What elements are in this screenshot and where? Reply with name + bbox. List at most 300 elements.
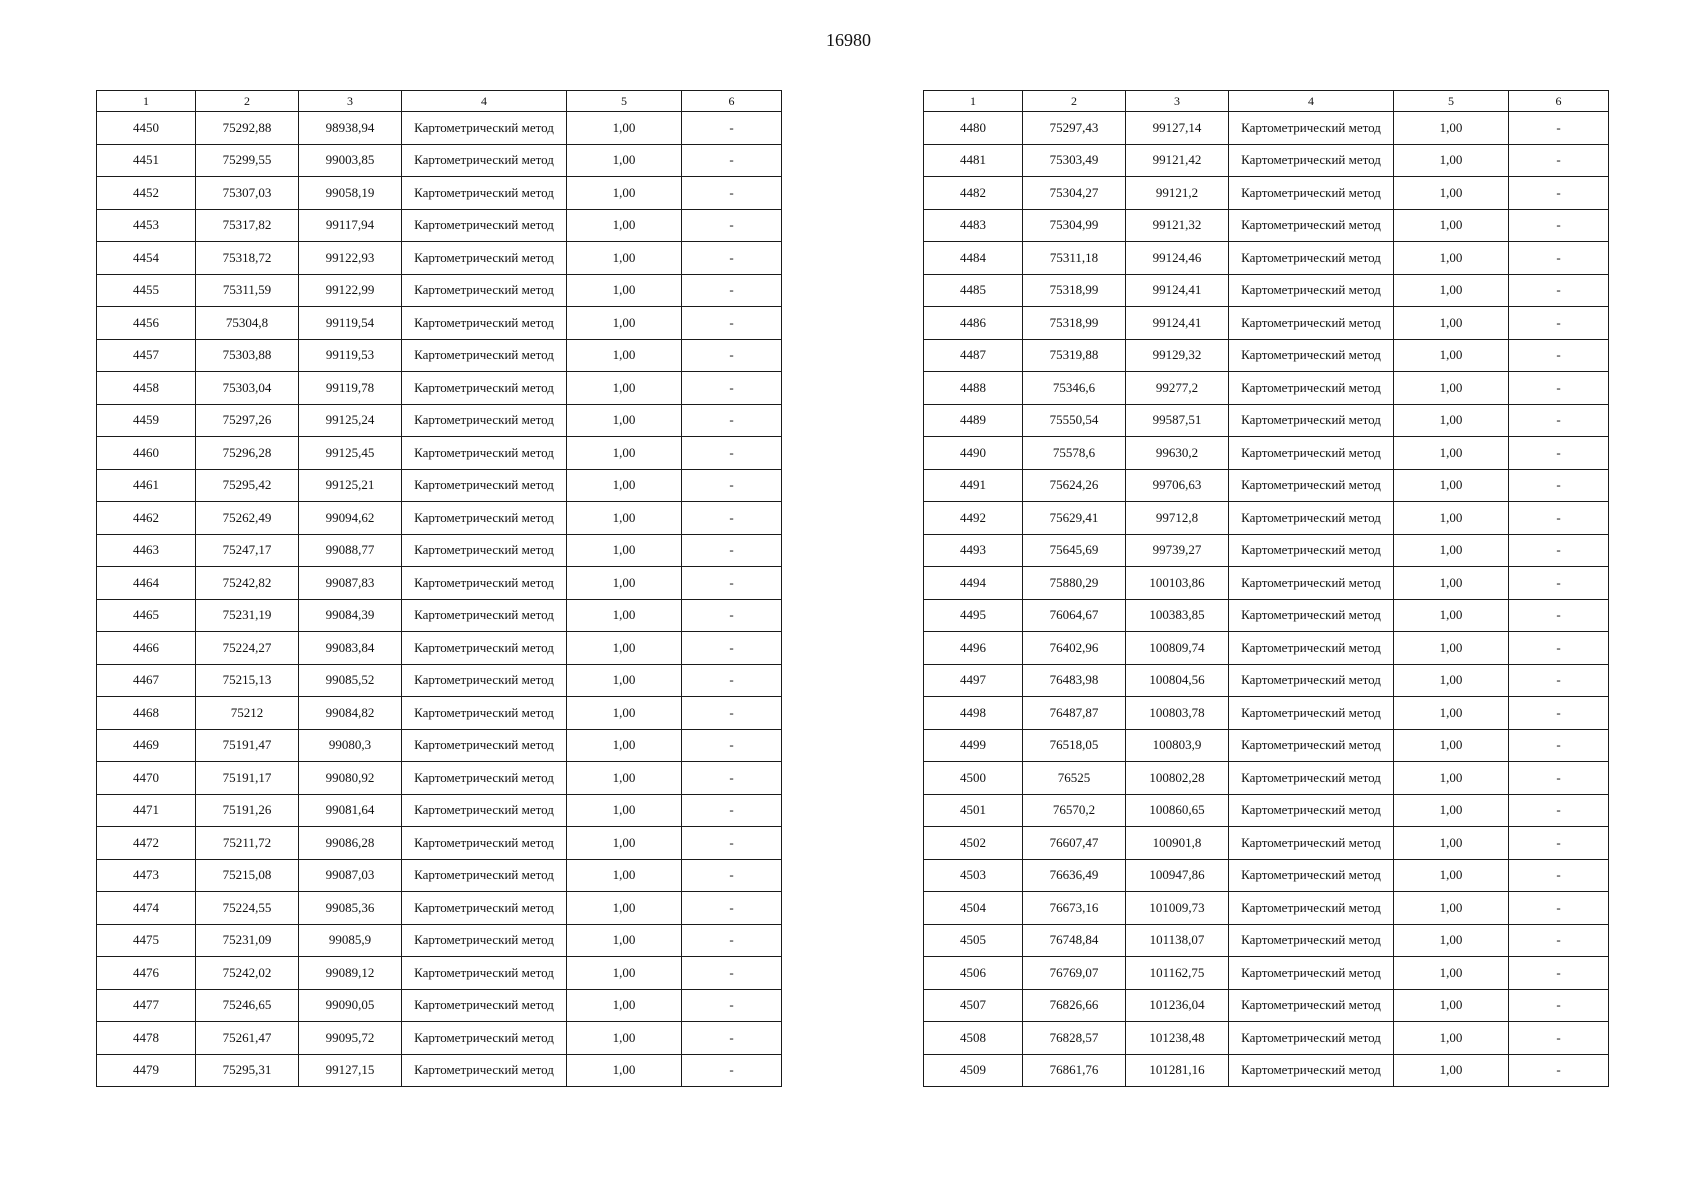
description-cell: -: [682, 437, 782, 470]
y-coordinate-cell: 99087,03: [299, 859, 402, 892]
accuracy-cell: 1,00: [567, 274, 682, 307]
table-row: [924, 404, 1609, 437]
x-coordinate-cell: 75261,47: [196, 1022, 299, 1055]
accuracy-cell: 1,00: [1394, 1022, 1509, 1055]
point-number-cell: 4508: [924, 1022, 1023, 1055]
y-coordinate-cell: 100802,28: [1126, 762, 1229, 795]
x-coordinate-cell: 75247,17: [196, 534, 299, 567]
description-cell: -: [1509, 697, 1609, 730]
table-row: [97, 534, 782, 567]
accuracy-cell: 1,00: [567, 242, 682, 275]
accuracy-cell: 1,00: [567, 924, 682, 957]
point-number-cell: 4453: [97, 209, 196, 242]
point-number-cell: 4465: [97, 599, 196, 632]
y-coordinate-cell: 99119,53: [299, 339, 402, 372]
description-cell: -: [1509, 859, 1609, 892]
method-cell: Картометрический метод: [402, 664, 567, 697]
column-header: 2: [1023, 91, 1126, 112]
method-cell: Картометрический метод: [1229, 957, 1394, 990]
x-coordinate-cell: 75295,42: [196, 469, 299, 502]
accuracy-cell: 1,00: [1394, 567, 1509, 600]
y-coordinate-cell: 99124,46: [1126, 242, 1229, 275]
table-row: [97, 177, 782, 210]
table-row: [97, 664, 782, 697]
y-coordinate-cell: 99712,8: [1126, 502, 1229, 535]
accuracy-cell: 1,00: [567, 664, 682, 697]
accuracy-cell: 1,00: [1394, 697, 1509, 730]
point-number-cell: 4502: [924, 827, 1023, 860]
point-number-cell: 4479: [97, 1054, 196, 1087]
description-cell: -: [682, 827, 782, 860]
point-number-cell: 4467: [97, 664, 196, 697]
y-coordinate-cell: 100103,86: [1126, 567, 1229, 600]
table: [923, 90, 1609, 1087]
x-coordinate-cell: 76487,87: [1023, 697, 1126, 730]
method-cell: Картометрический метод: [402, 567, 567, 600]
method-cell: Картометрический метод: [1229, 534, 1394, 567]
accuracy-cell: 1,00: [1394, 989, 1509, 1022]
accuracy-cell: 1,00: [567, 957, 682, 990]
table-row: [924, 664, 1609, 697]
x-coordinate-cell: 75307,03: [196, 177, 299, 210]
method-cell: Картометрический метод: [1229, 469, 1394, 502]
description-cell: -: [682, 112, 782, 145]
point-number-cell: 4460: [97, 437, 196, 470]
y-coordinate-cell: 100901,8: [1126, 827, 1229, 860]
description-cell: -: [1509, 794, 1609, 827]
description-cell: -: [682, 307, 782, 340]
table-row: [924, 989, 1609, 1022]
point-number-cell: 4486: [924, 307, 1023, 340]
table-row: [924, 242, 1609, 275]
accuracy-cell: 1,00: [1394, 339, 1509, 372]
point-number-cell: 4481: [924, 144, 1023, 177]
column-header: 1: [97, 91, 196, 112]
description-cell: -: [682, 924, 782, 957]
accuracy-cell: 1,00: [567, 794, 682, 827]
table-row: [924, 307, 1609, 340]
method-cell: Картометрический метод: [1229, 729, 1394, 762]
description-cell: -: [1509, 339, 1609, 372]
description-cell: -: [682, 567, 782, 600]
method-cell: Картометрический метод: [402, 924, 567, 957]
point-number-cell: 4483: [924, 209, 1023, 242]
description-cell: -: [1509, 1022, 1609, 1055]
table-row: [97, 1022, 782, 1055]
method-cell: Картометрический метод: [402, 534, 567, 567]
method-cell: Картометрический метод: [402, 599, 567, 632]
y-coordinate-cell: 101281,16: [1126, 1054, 1229, 1087]
table-row: [97, 274, 782, 307]
method-cell: Картометрический метод: [1229, 599, 1394, 632]
table-row: [97, 859, 782, 892]
method-cell: Картометрический метод: [402, 177, 567, 210]
point-number-cell: 4462: [97, 502, 196, 535]
accuracy-cell: 1,00: [1394, 827, 1509, 860]
y-coordinate-cell: 99090,05: [299, 989, 402, 1022]
x-coordinate-cell: 75304,99: [1023, 209, 1126, 242]
table-row: [924, 274, 1609, 307]
description-cell: -: [682, 599, 782, 632]
accuracy-cell: 1,00: [1394, 859, 1509, 892]
table-row: [924, 859, 1609, 892]
table-row: [97, 1054, 782, 1087]
method-cell: Картометрический метод: [402, 209, 567, 242]
table-row: [924, 177, 1609, 210]
x-coordinate-cell: 75311,59: [196, 274, 299, 307]
x-coordinate-cell: 76826,66: [1023, 989, 1126, 1022]
x-coordinate-cell: 76636,49: [1023, 859, 1126, 892]
table-row: [97, 242, 782, 275]
method-cell: Картометрический метод: [1229, 112, 1394, 145]
table-row: [97, 372, 782, 405]
description-cell: -: [682, 274, 782, 307]
x-coordinate-cell: 76483,98: [1023, 664, 1126, 697]
accuracy-cell: 1,00: [567, 339, 682, 372]
y-coordinate-cell: 99084,39: [299, 599, 402, 632]
method-cell: Картометрический метод: [402, 892, 567, 925]
method-cell: Картометрический метод: [402, 469, 567, 502]
method-cell: Картометрический метод: [1229, 372, 1394, 405]
method-cell: Картометрический метод: [402, 762, 567, 795]
y-coordinate-cell: 99119,54: [299, 307, 402, 340]
column-header: 6: [682, 91, 782, 112]
y-coordinate-cell: 99085,52: [299, 664, 402, 697]
point-number-cell: 4450: [97, 112, 196, 145]
method-cell: Картометрический метод: [1229, 437, 1394, 470]
method-cell: Картометрический метод: [402, 339, 567, 372]
y-coordinate-cell: 100804,56: [1126, 664, 1229, 697]
method-cell: Картометрический метод: [402, 242, 567, 275]
description-cell: -: [1509, 274, 1609, 307]
point-number-cell: 4459: [97, 404, 196, 437]
description-cell: -: [1509, 242, 1609, 275]
method-cell: Картометрический метод: [1229, 859, 1394, 892]
table: [96, 90, 782, 1087]
point-number-cell: 4466: [97, 632, 196, 665]
point-number-cell: 4464: [97, 567, 196, 600]
y-coordinate-cell: 99084,82: [299, 697, 402, 730]
accuracy-cell: 1,00: [567, 827, 682, 860]
table-row: [924, 1022, 1609, 1055]
table-row: [97, 827, 782, 860]
y-coordinate-cell: 99080,3: [299, 729, 402, 762]
accuracy-cell: 1,00: [567, 144, 682, 177]
x-coordinate-cell: 75550,54: [1023, 404, 1126, 437]
table-row: [97, 567, 782, 600]
point-number-cell: 4457: [97, 339, 196, 372]
point-number-cell: 4490: [924, 437, 1023, 470]
table-row: [924, 372, 1609, 405]
table-row: [924, 762, 1609, 795]
point-number-cell: 4497: [924, 664, 1023, 697]
x-coordinate-cell: 75191,26: [196, 794, 299, 827]
accuracy-cell: 1,00: [567, 1054, 682, 1087]
method-cell: Картометрический метод: [1229, 1054, 1394, 1087]
accuracy-cell: 1,00: [1394, 502, 1509, 535]
method-cell: Картометрический метод: [402, 697, 567, 730]
description-cell: -: [1509, 599, 1609, 632]
point-number-cell: 4509: [924, 1054, 1023, 1087]
table-row: [924, 534, 1609, 567]
x-coordinate-cell: 75303,49: [1023, 144, 1126, 177]
method-cell: Картометрический метод: [402, 859, 567, 892]
description-cell: -: [682, 1022, 782, 1055]
point-number-cell: 4474: [97, 892, 196, 925]
table-row: [97, 957, 782, 990]
y-coordinate-cell: 99089,12: [299, 957, 402, 990]
x-coordinate-cell: 75295,31: [196, 1054, 299, 1087]
point-number-cell: 4473: [97, 859, 196, 892]
accuracy-cell: 1,00: [567, 729, 682, 762]
table-row: [924, 892, 1609, 925]
point-number-cell: 4499: [924, 729, 1023, 762]
method-cell: Картометрический метод: [1229, 664, 1394, 697]
y-coordinate-cell: 98938,94: [299, 112, 402, 145]
accuracy-cell: 1,00: [567, 599, 682, 632]
x-coordinate-cell: 76607,47: [1023, 827, 1126, 860]
point-number-cell: 4476: [97, 957, 196, 990]
accuracy-cell: 1,00: [567, 632, 682, 665]
point-number-cell: 4498: [924, 697, 1023, 730]
table-row: [97, 989, 782, 1022]
accuracy-cell: 1,00: [1394, 729, 1509, 762]
x-coordinate-cell: 75215,13: [196, 664, 299, 697]
method-cell: Картометрический метод: [1229, 697, 1394, 730]
description-cell: -: [682, 242, 782, 275]
description-cell: -: [682, 339, 782, 372]
method-cell: Картометрический метод: [1229, 502, 1394, 535]
point-number-cell: 4471: [97, 794, 196, 827]
description-cell: -: [682, 632, 782, 665]
point-number-cell: 4505: [924, 924, 1023, 957]
column-header: 3: [299, 91, 402, 112]
table-row: [97, 209, 782, 242]
description-cell: -: [682, 697, 782, 730]
table-row: [97, 697, 782, 730]
method-cell: Картометрический метод: [402, 794, 567, 827]
table-row: [97, 404, 782, 437]
method-cell: Картометрический метод: [402, 144, 567, 177]
description-cell: -: [682, 404, 782, 437]
point-number-cell: 4455: [97, 274, 196, 307]
description-cell: -: [682, 794, 782, 827]
description-cell: -: [1509, 372, 1609, 405]
table-row: [97, 632, 782, 665]
x-coordinate-cell: 75318,99: [1023, 307, 1126, 340]
description-cell: -: [1509, 762, 1609, 795]
y-coordinate-cell: 99125,45: [299, 437, 402, 470]
y-coordinate-cell: 100947,86: [1126, 859, 1229, 892]
x-coordinate-cell: 75224,27: [196, 632, 299, 665]
y-coordinate-cell: 99003,85: [299, 144, 402, 177]
method-cell: Картометрический метод: [402, 404, 567, 437]
point-number-cell: 4452: [97, 177, 196, 210]
x-coordinate-cell: 75262,49: [196, 502, 299, 535]
x-coordinate-cell: 75319,88: [1023, 339, 1126, 372]
accuracy-cell: 1,00: [567, 567, 682, 600]
table-row: [924, 599, 1609, 632]
point-number-cell: 4491: [924, 469, 1023, 502]
x-coordinate-cell: 75292,88: [196, 112, 299, 145]
point-number-cell: 4492: [924, 502, 1023, 535]
y-coordinate-cell: 99085,9: [299, 924, 402, 957]
x-coordinate-cell: 76402,96: [1023, 632, 1126, 665]
table-row: [97, 144, 782, 177]
table-row: [97, 794, 782, 827]
table-row: [97, 437, 782, 470]
table-row: [924, 144, 1609, 177]
x-coordinate-cell: 75215,08: [196, 859, 299, 892]
x-coordinate-cell: 75303,88: [196, 339, 299, 372]
y-coordinate-cell: 99081,64: [299, 794, 402, 827]
description-cell: -: [682, 502, 782, 535]
description-cell: -: [682, 957, 782, 990]
x-coordinate-cell: 75191,17: [196, 762, 299, 795]
method-cell: Картометрический метод: [402, 827, 567, 860]
x-coordinate-cell: 75246,65: [196, 989, 299, 1022]
x-coordinate-cell: 75296,28: [196, 437, 299, 470]
accuracy-cell: 1,00: [1394, 892, 1509, 925]
accuracy-cell: 1,00: [1394, 469, 1509, 502]
y-coordinate-cell: 99087,83: [299, 567, 402, 600]
method-cell: Картометрический метод: [1229, 892, 1394, 925]
column-header: 5: [567, 91, 682, 112]
y-coordinate-cell: 99125,21: [299, 469, 402, 502]
description-cell: -: [1509, 469, 1609, 502]
description-cell: -: [682, 859, 782, 892]
description-cell: -: [682, 534, 782, 567]
table-row: [924, 697, 1609, 730]
method-cell: Картометрический метод: [1229, 567, 1394, 600]
description-cell: -: [1509, 1054, 1609, 1087]
accuracy-cell: 1,00: [1394, 209, 1509, 242]
point-number-cell: 4507: [924, 989, 1023, 1022]
description-cell: -: [1509, 209, 1609, 242]
y-coordinate-cell: 99124,41: [1126, 307, 1229, 340]
x-coordinate-cell: 75231,09: [196, 924, 299, 957]
point-number-cell: 4487: [924, 339, 1023, 372]
method-cell: Картометрический метод: [402, 307, 567, 340]
method-cell: Картометрический метод: [1229, 827, 1394, 860]
accuracy-cell: 1,00: [1394, 664, 1509, 697]
coordinates-table-right: [923, 90, 1608, 1087]
table-row: [924, 469, 1609, 502]
x-coordinate-cell: 75346,6: [1023, 372, 1126, 405]
description-cell: -: [682, 177, 782, 210]
page-number: 16980: [826, 30, 871, 50]
accuracy-cell: 1,00: [1394, 794, 1509, 827]
accuracy-cell: 1,00: [567, 307, 682, 340]
description-cell: -: [1509, 177, 1609, 210]
description-cell: -: [1509, 437, 1609, 470]
accuracy-cell: 1,00: [1394, 307, 1509, 340]
accuracy-cell: 1,00: [567, 209, 682, 242]
description-cell: -: [1509, 989, 1609, 1022]
method-cell: Картометрический метод: [1229, 177, 1394, 210]
y-coordinate-cell: 99122,93: [299, 242, 402, 275]
description-cell: -: [1509, 632, 1609, 665]
point-number-cell: 4501: [924, 794, 1023, 827]
description-cell: -: [1509, 892, 1609, 925]
x-coordinate-cell: 76525: [1023, 762, 1126, 795]
y-coordinate-cell: 99121,32: [1126, 209, 1229, 242]
y-coordinate-cell: 101236,04: [1126, 989, 1229, 1022]
description-cell: -: [682, 209, 782, 242]
accuracy-cell: 1,00: [1394, 534, 1509, 567]
description-cell: -: [1509, 957, 1609, 990]
x-coordinate-cell: 75297,26: [196, 404, 299, 437]
description-cell: -: [1509, 827, 1609, 860]
accuracy-cell: 1,00: [567, 437, 682, 470]
method-cell: Картометрический метод: [402, 274, 567, 307]
point-number-cell: 4454: [97, 242, 196, 275]
y-coordinate-cell: 99080,92: [299, 762, 402, 795]
description-cell: -: [1509, 307, 1609, 340]
description-cell: -: [1509, 534, 1609, 567]
accuracy-cell: 1,00: [567, 177, 682, 210]
point-number-cell: 4495: [924, 599, 1023, 632]
point-number-cell: 4470: [97, 762, 196, 795]
x-coordinate-cell: 76769,07: [1023, 957, 1126, 990]
y-coordinate-cell: 99085,36: [299, 892, 402, 925]
point-number-cell: 4477: [97, 989, 196, 1022]
y-coordinate-cell: 99127,14: [1126, 112, 1229, 145]
description-cell: -: [1509, 924, 1609, 957]
point-number-cell: 4475: [97, 924, 196, 957]
table-row: [97, 892, 782, 925]
accuracy-cell: 1,00: [1394, 924, 1509, 957]
y-coordinate-cell: 99125,24: [299, 404, 402, 437]
point-number-cell: 4480: [924, 112, 1023, 145]
y-coordinate-cell: 99127,15: [299, 1054, 402, 1087]
table-row: [97, 112, 782, 145]
table-row: [924, 729, 1609, 762]
accuracy-cell: 1,00: [567, 892, 682, 925]
x-coordinate-cell: 75624,26: [1023, 469, 1126, 502]
description-cell: -: [1509, 729, 1609, 762]
y-coordinate-cell: 100383,85: [1126, 599, 1229, 632]
point-number-cell: 4494: [924, 567, 1023, 600]
header-row: [97, 91, 782, 112]
y-coordinate-cell: 99119,78: [299, 372, 402, 405]
y-coordinate-cell: 99088,77: [299, 534, 402, 567]
x-coordinate-cell: 76570,2: [1023, 794, 1126, 827]
description-cell: -: [682, 469, 782, 502]
accuracy-cell: 1,00: [1394, 274, 1509, 307]
accuracy-cell: 1,00: [1394, 372, 1509, 405]
accuracy-cell: 1,00: [1394, 1054, 1509, 1087]
method-cell: Картометрический метод: [1229, 924, 1394, 957]
description-cell: -: [682, 989, 782, 1022]
description-cell: -: [682, 144, 782, 177]
accuracy-cell: 1,00: [567, 1022, 682, 1055]
method-cell: Картометрический метод: [402, 1054, 567, 1087]
y-coordinate-cell: 101138,07: [1126, 924, 1229, 957]
column-header: 6: [1509, 91, 1609, 112]
accuracy-cell: 1,00: [567, 404, 682, 437]
y-coordinate-cell: 99095,72: [299, 1022, 402, 1055]
description-cell: -: [682, 729, 782, 762]
accuracy-cell: 1,00: [1394, 112, 1509, 145]
table-row: [924, 567, 1609, 600]
table-row: [924, 437, 1609, 470]
point-number-cell: 4451: [97, 144, 196, 177]
accuracy-cell: 1,00: [1394, 144, 1509, 177]
point-number-cell: 4461: [97, 469, 196, 502]
point-number-cell: 4469: [97, 729, 196, 762]
method-cell: Картометрический метод: [1229, 632, 1394, 665]
